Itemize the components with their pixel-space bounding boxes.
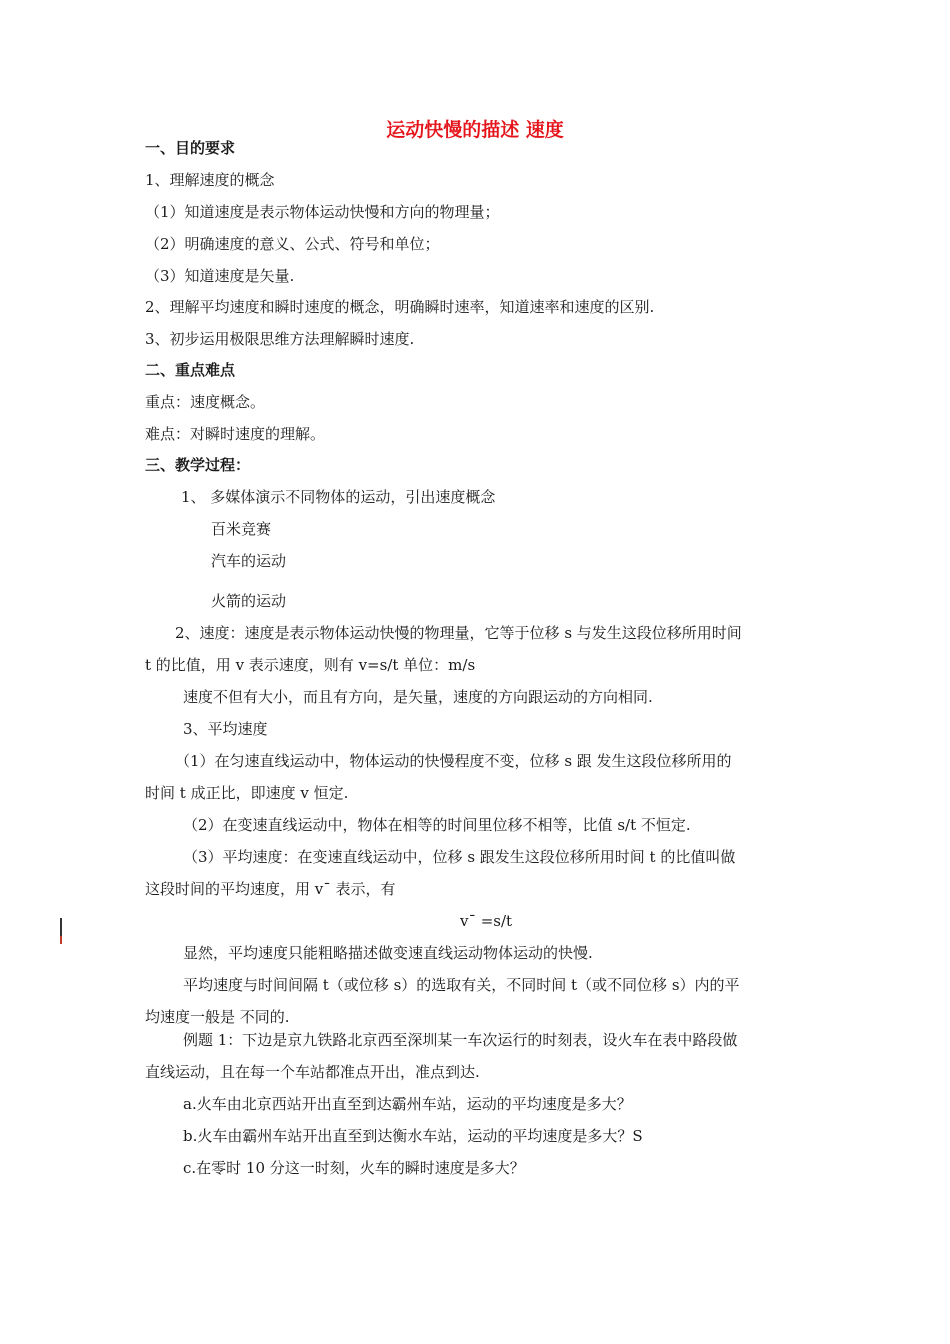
paragraph-line: （2）在变速直线运动中，物体在相等的时间里位移不相等，比值 s/t 不恒定. (183, 816, 691, 834)
paragraph-line: （3）平均速度：在变速直线运动中，位移 s 跟发生这段位移所用时间 t 的比值叫做 (183, 848, 736, 866)
paragraph-line: （2）明确速度的意义、公式、符号和单位； (145, 235, 440, 253)
paragraph-line: 时间 t 成正比，即速度 v 恒定. (145, 784, 349, 802)
paragraph-line: 汽车的运动 (211, 552, 287, 570)
paragraph-line: 难点：对瞬时速度的理解。 (145, 425, 326, 443)
paragraph-line: 3、平均速度 (183, 720, 268, 738)
paragraph-line: 2、理解平均速度和瞬时速度的概念，明确瞬时速率，知道速率和速度的区别. (145, 298, 655, 316)
paragraph-line: 1、理解速度的概念 (145, 171, 275, 189)
paragraph-line: 平均速度与时间间隔 t（或位移 s）的选取有关，不同时间 t（或不同位移 s）内的平 (183, 976, 740, 994)
paragraph-line: c.在零时 10 分这一时刻，火车的瞬时速度是多大？ (183, 1159, 525, 1177)
paragraph-line: （1）在匀速直线运动中，物体运动的快慢程度不变，位移 s 跟 发生这段位移所用的 (175, 752, 732, 770)
section-heading-process: 三、教学过程： (145, 456, 251, 474)
paragraph-line: 3、初步运用极限思维方法理解瞬时速度. (145, 330, 415, 348)
paragraph-line: b.火车由霸州车站开出直至到达衡水车站，运动的平均速度是多大？S (183, 1127, 643, 1145)
paragraph-line: 这段时间的平均速度，用 v¯ 表示，有 (145, 880, 396, 898)
paragraph-line: 速度不但有大小，而且有方向，是矢量，速度的方向跟运动的方向相同. (183, 688, 653, 706)
document-title: 运动快慢的描述 速度 (386, 119, 564, 141)
paragraph-line: 2、速度：速度是表示物体运动快慢的物理量，它等于位移 s 与发生这段位移所用时间 (175, 624, 742, 642)
paragraph-line: （1）知道速度是表示物体运动快慢和方向的物理量； (145, 203, 500, 221)
section-heading-goals: 一、目的要求 (145, 139, 236, 157)
paragraph-line: 百米竞赛 (211, 520, 272, 538)
paragraph-line: 显然，平均速度只能粗略描述做变速直线运动物体运动的快慢. (183, 944, 593, 962)
paragraph-line: t 的比值，用 v 表示速度，则有 v=s/t 单位：m/s (145, 656, 476, 674)
formula-line: v¯ =s/t (460, 912, 513, 930)
paragraph-line: a.火车由北京西站开出直至到达霸州车站，运动的平均速度是多大？ (183, 1095, 632, 1113)
paragraph-line: 重点：速度概念。 (145, 393, 266, 411)
paragraph-line: （3）知道速度是矢量. (145, 267, 295, 285)
paragraph-line: 例题 1：下边是京九铁路北京西至深圳某一车次运行的时刻表，设火车在表中路段做 (183, 1031, 738, 1049)
paragraph-line: 直线运动，且在每一个车站都准点开出，准点到达. (145, 1063, 480, 1081)
paragraph-line: 火箭的运动 (211, 592, 287, 610)
paragraph-line: 1、 多媒体演示不同物体的运动，引出速度概念 (181, 488, 496, 506)
paragraph-line: 均速度一般是 不同的. (145, 1008, 290, 1026)
margin-mark (60, 936, 62, 944)
section-heading-key-points: 二、重点难点 (145, 361, 236, 379)
